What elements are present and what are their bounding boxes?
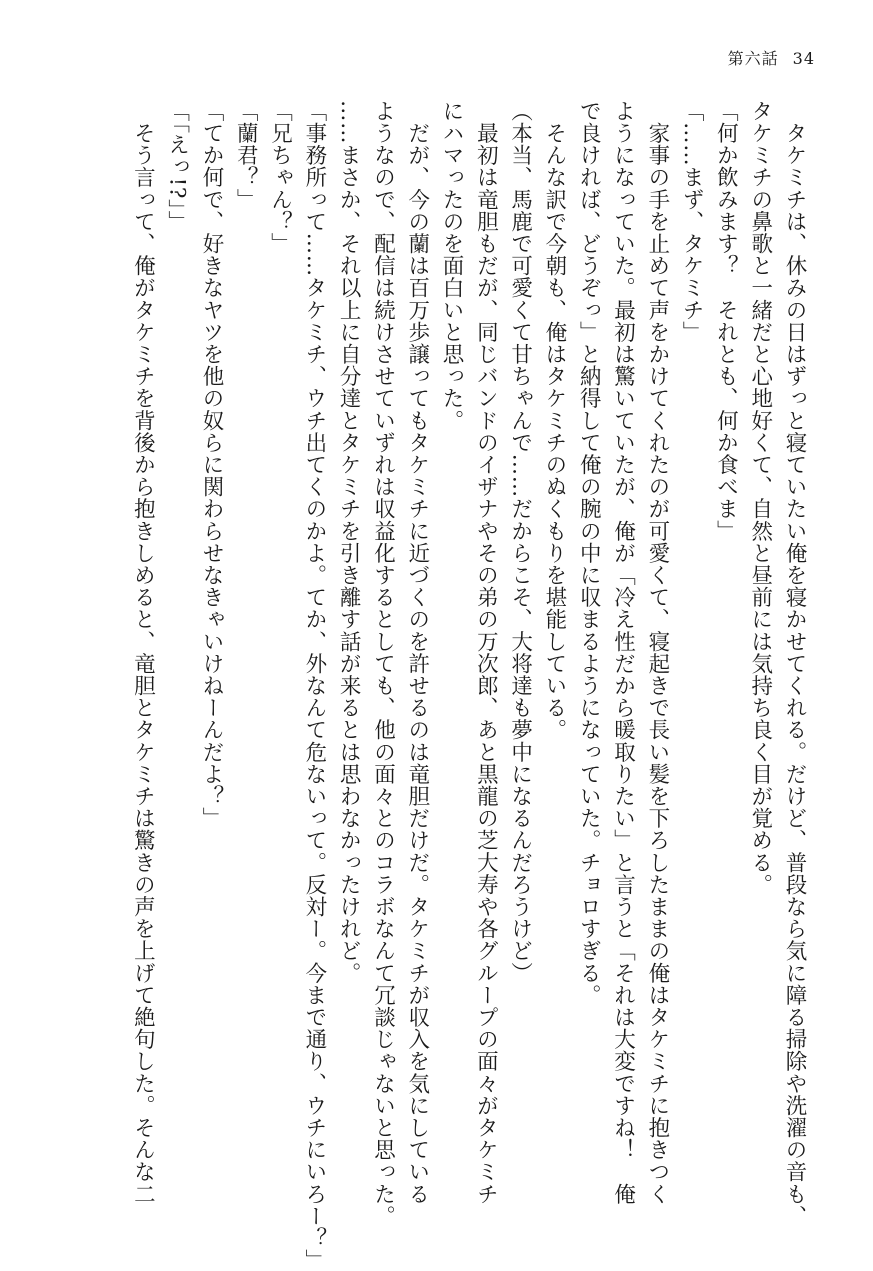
chapter-title: 第六話 bbox=[727, 49, 779, 68]
page-header bbox=[728, 46, 815, 69]
text-line: 「何か飲みます？ それとも、何か食べま」 bbox=[713, 100, 739, 542]
text-line: だが、今の蘭は百万歩譲ってもタケミチに近づくのを許せるのは竜胆だけだ。タケミチが収入を気にしている bbox=[404, 100, 430, 1205]
text-line: 最初は竜胆もだが、同じバンドのイザナやその弟の万次郎、あと黒龍の芝大寿や各グループの面々がタケミチ bbox=[473, 100, 499, 1205]
text-line: 「兄ちゃん？」 bbox=[267, 100, 293, 255]
text-line: ようなので、配信は続けさせていずれは収益化するとしても、他の面々とのコラボなんて冗談じゃないと思った。 bbox=[370, 100, 396, 1228]
text-line: （本当、馬鹿で可愛くて甘ちゃんで……だからこそ、大将達も夢中になるんだろうけど） bbox=[507, 100, 533, 984]
text-line: 「てか何で、好きなヤツを他の奴らに関わらせなきゃいけねーんだよ？」 bbox=[198, 100, 224, 830]
text-line: 「事務所って……タケミチ、ウチ出てくのかよ。てか、外なんて危ないって。反対ー。今まで通り、ウチにいろー？」 bbox=[301, 100, 327, 1271]
text-line: ようになっていた。最初は驚いていたが、俺が「冷え性だから暖取りたい」と言うと「それは大変ですね！ 俺 bbox=[610, 100, 636, 1205]
text-line: ……まさか、それ以上に自分達とタケミチを引き離す話が来るとは思わなかったけれど。 bbox=[336, 100, 362, 984]
text-line: 「……まず、タケミチ」 bbox=[679, 100, 705, 344]
text-line: にハマったのを面白いと思った。 bbox=[439, 100, 465, 432]
text-line: そう言って、俺がタケミチを背後から抱きしめると、竜胆とタケミチは驚きの声を上げて絶句した。そんな二 bbox=[130, 100, 156, 1205]
text-line: 「蘭君？」 bbox=[233, 100, 259, 211]
body-text bbox=[125, 100, 811, 1271]
text-line: 「「えっ!?」」 bbox=[164, 100, 190, 233]
text-line: 家事の手を止めて声をかけてくれたのが可愛くて、寝起きで長い髪を下ろしたままの俺はタケミチに抱きつく bbox=[644, 100, 670, 1205]
text-line: で良ければ、どうぞっ」と納得して俺の腕の中に収まるようになっていた。チョロすぎる。 bbox=[576, 100, 602, 1007]
text-line: タケミチは、休みの日はずっと寝ていたい俺を寝かせてくれる。だけど、普段なら気に障る掃除や洗濯の音も、 bbox=[782, 100, 807, 1228]
page-number: 34 bbox=[792, 49, 815, 68]
text-line: タケミチの鼻歌と一緒だと心地好くて、自然と昼前には気持ち良く目が覚める。 bbox=[747, 100, 773, 896]
text-line: そんな訳で今朝も、俺はタケミチのぬくもりを堪能している。 bbox=[541, 100, 567, 741]
